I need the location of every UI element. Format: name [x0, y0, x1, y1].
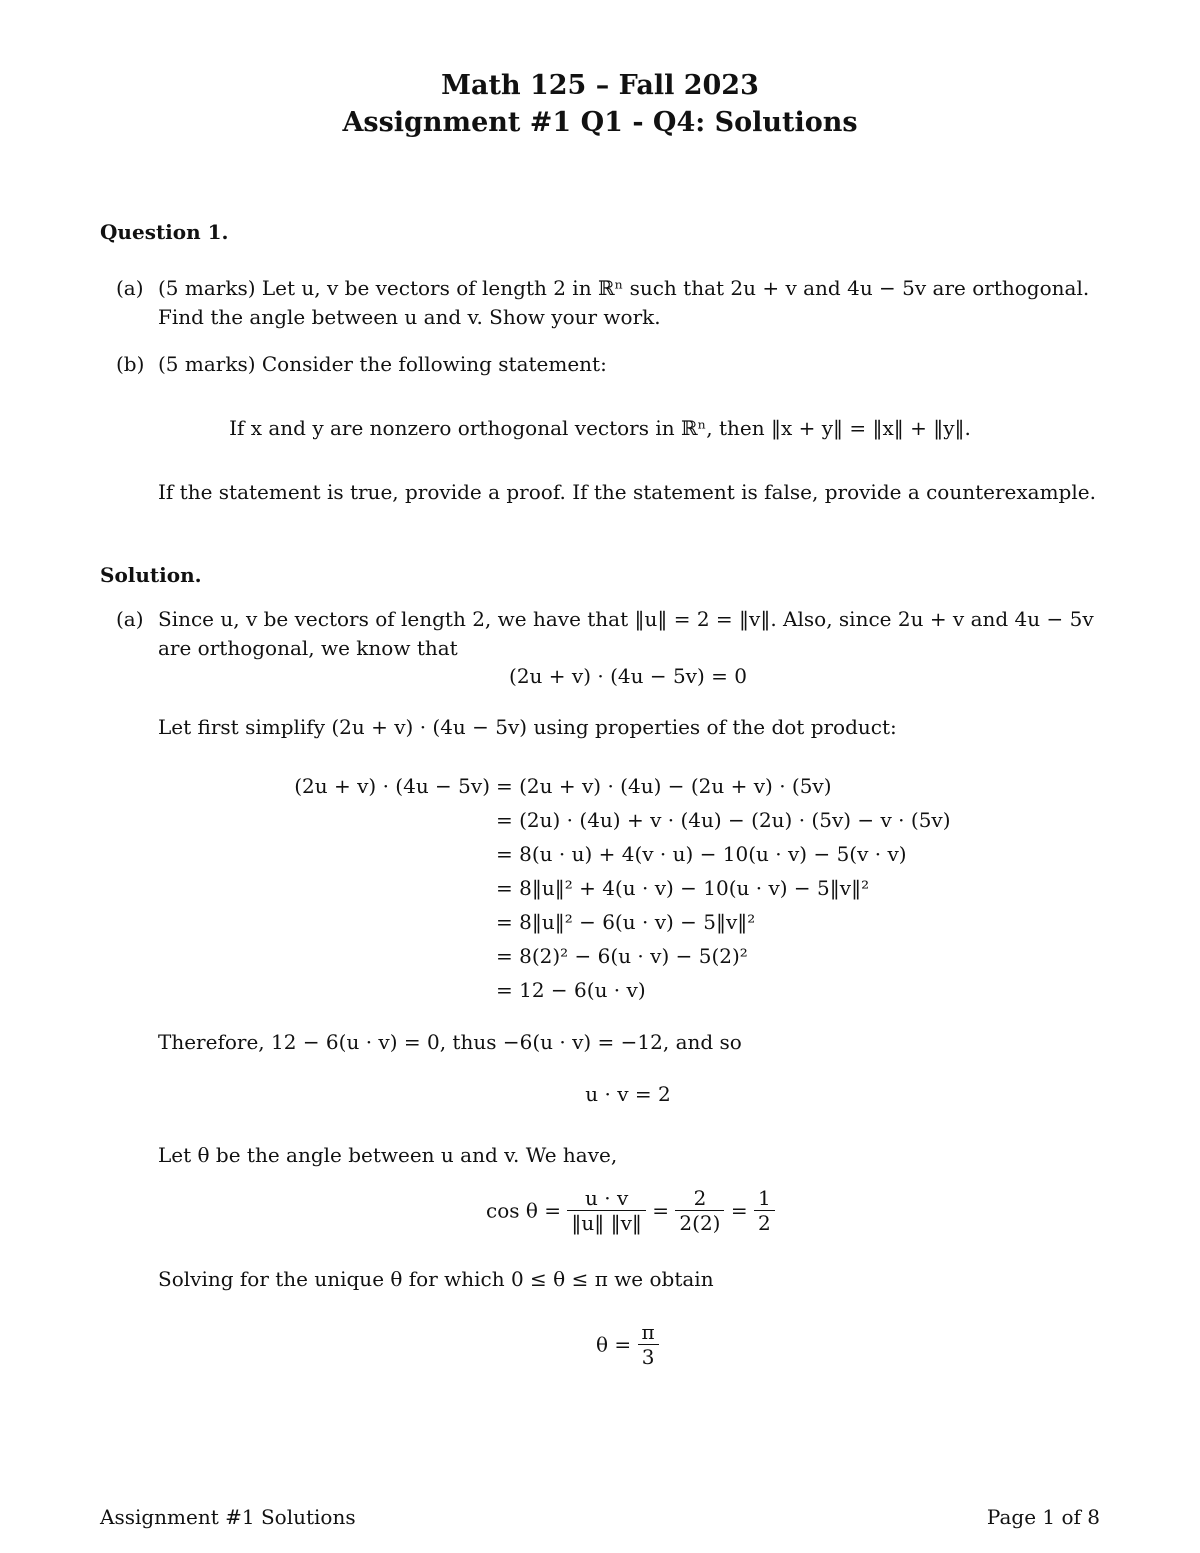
- footer-left: Assignment #1 Solutions: [100, 1505, 356, 1529]
- question-heading: Question 1.: [100, 220, 229, 244]
- derivation-step: = 8‖u‖² + 4(u · v) − 10(u · v) − 5‖v‖²: [496, 876, 870, 900]
- solving-text: Solving for the unique θ for which 0 ≤ θ ≤ π we obtain: [158, 1267, 714, 1291]
- theta-intro-text: Let θ be the angle between u and v. We have,: [158, 1143, 618, 1167]
- solution-intro-text: Since u, v be vectors of length 2, we have that ‖u‖ = 2 = ‖v‖. Also, since 2u + v and 4u − 5v: [158, 607, 1094, 631]
- equation-orthogonal: (2u + v) · (4u − 5v) = 0: [509, 664, 747, 688]
- derivation-step: = (2u) · (4u) + v · (4u) − (2u) · (5v) − v · (5v): [496, 808, 951, 832]
- theta-fraction: [638, 1320, 659, 1369]
- theta-fraction-denominator: 3: [638, 1344, 659, 1369]
- question-instruction: If the statement is true, provide a proof. If the statement is false, provide a counterexample.: [158, 480, 1096, 504]
- question-part-a-text-cont: Find the angle between u and v. Show your work.: [158, 305, 661, 329]
- simplify-text: Let first simplify (2u + v) · (4u − 5v) using properties of the dot product:: [158, 715, 897, 739]
- cosine-lhs: cos θ =: [486, 1198, 562, 1223]
- theta-fraction-numerator: π: [641, 1320, 655, 1344]
- therefore-text: Therefore, 12 − 6(u · v) = 0, thus −6(u · v) = −12, and so: [158, 1030, 742, 1054]
- solution-part-a-label: (a): [116, 607, 144, 631]
- question-part-b-text: (5 marks) Consider the following statement:: [158, 352, 607, 376]
- theta-lhs: θ =: [596, 1332, 632, 1357]
- page-number: Page 1 of 8: [986, 1505, 1100, 1529]
- equation-dot-product: u · v = 2: [585, 1082, 671, 1106]
- question-part-a-text: (5 marks) Let u, v be vectors of length 2 in ℝⁿ such that 2u + v and 4u − 5v are orthogonal.: [158, 276, 1090, 300]
- solution-intro-text-cont: are orthogonal, we know that: [158, 636, 458, 660]
- value-fraction-numerator: 2: [693, 1186, 707, 1210]
- equals-sign: =: [730, 1198, 748, 1223]
- cosine-equation: [486, 1186, 775, 1235]
- question-statement: If x and y are nonzero orthogonal vectors in ℝⁿ, then ‖x + y‖ = ‖x‖ + ‖y‖.: [229, 416, 971, 440]
- equals-sign: =: [652, 1198, 670, 1223]
- cosine-fraction-numerator: u · v: [585, 1186, 629, 1210]
- solution-heading: Solution.: [100, 563, 202, 587]
- cosine-fraction: [567, 1186, 646, 1235]
- derivation-lhs: (2u + v) · (4u − 5v): [294, 774, 490, 798]
- question-part-a-label: (a): [116, 276, 144, 300]
- derivation-step: = 8(u · u) + 4(v · u) − 10(u · v) − 5(v · v): [496, 842, 907, 866]
- theta-equation: [596, 1320, 659, 1369]
- derivation-step: = 8(2)² − 6(u · v) − 5(2)²: [496, 944, 748, 968]
- result-fraction-denominator: 2: [754, 1210, 775, 1235]
- derivation-step: = (2u + v) · (4u) − (2u + v) · (5v): [496, 774, 832, 798]
- derivation-step: = 12 − 6(u · v): [496, 978, 646, 1002]
- derivation-step: = 8‖u‖² − 6(u · v) − 5‖v‖²: [496, 910, 756, 934]
- cosine-fraction-denominator: ‖u‖ ‖v‖: [567, 1210, 646, 1235]
- document-title: Math 125 – Fall 2023: [441, 70, 759, 101]
- value-fraction-denominator: 2(2): [675, 1210, 724, 1235]
- result-fraction: [754, 1186, 775, 1235]
- question-part-b-label: (b): [116, 352, 145, 376]
- value-fraction: [675, 1186, 724, 1235]
- result-fraction-numerator: 1: [757, 1186, 771, 1210]
- document-subtitle: Assignment #1 Q1 - Q4: Solutions: [342, 107, 858, 138]
